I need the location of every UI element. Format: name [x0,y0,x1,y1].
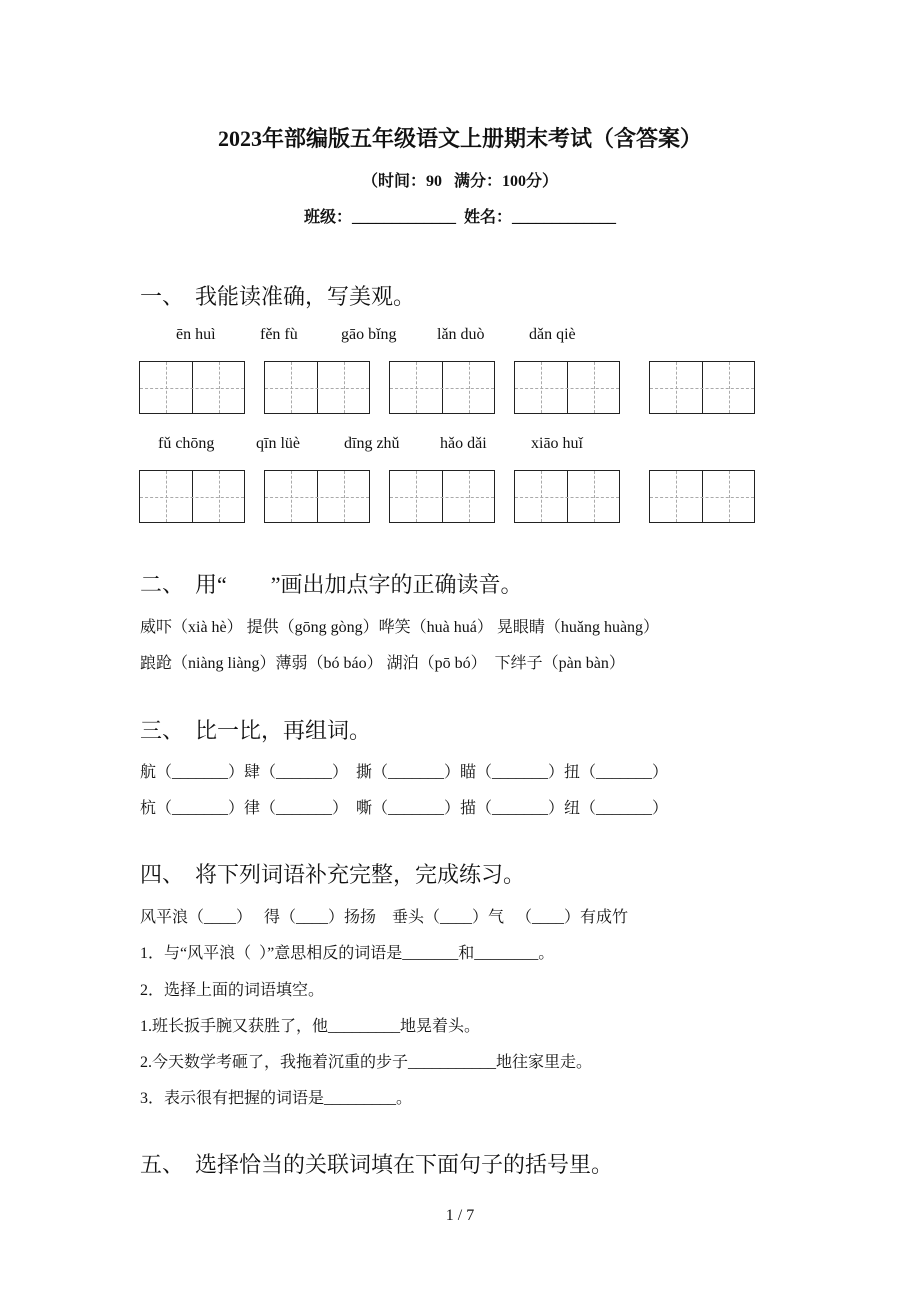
page-title: 2023年部编版五年级语文上册期末考试（含答案） [217,126,702,151]
pinyin: qīn lüè [256,435,300,452]
question-line: 3．表示很有把握的词语是_________。 [140,1090,413,1107]
writing-grid[interactable] [264,470,370,523]
pinyin: fǔ chōng [158,435,215,452]
writing-grid[interactable] [139,470,245,523]
exam-time-score: （时间：90 满分：100分） [361,173,558,190]
pronunciation-line: 威吓（xià hè） 提供（gōng gòng）哗笑（huà huá） 晃眼睛（huǎng huàng） [140,619,660,636]
pinyin: fěn fù [260,326,298,343]
writing-grid[interactable] [389,470,495,523]
question-line: 1.班长扳手腕又获胜了，他_________地晃着头。 [140,1018,481,1035]
writing-grid[interactable] [649,361,755,414]
pinyin: xiāo huǐ [531,435,583,452]
word-compare-line: 航（_______）肆（_______） 撕（_______）瞄（_______）扭（_______） [140,764,669,781]
pinyin: gāo bǐng [341,326,397,343]
pinyin: dǎn qiè [529,326,576,343]
question-line: 2．选择上面的词语填空。 [140,982,325,999]
writing-grid[interactable] [139,361,245,414]
section-2-heading: 二、 用“ ”画出加点字的正确读音。 [140,572,523,597]
pinyin: hǎo dǎi [440,435,487,452]
writing-grid[interactable] [389,361,495,414]
idiom-line: 风平浪（____） 得（____）扬扬 垂头（____）气 （____）有成竹 [140,909,629,926]
question-line: 1．与“风平浪（ ）”意思相反的词语是_______和________。 [140,945,555,962]
pinyin: dīng zhǔ [344,435,400,452]
section-5-heading: 五、 选择恰当的关联词填在下面句子的括号里。 [140,1152,614,1177]
section-3-heading: 三、 比一比，再组词。 [140,718,372,743]
writing-grid[interactable] [264,361,370,414]
pinyin: lǎn duò [437,326,485,343]
section-1-heading: 一、 我能读准确，写美观。 [140,284,416,309]
writing-grid[interactable] [649,470,755,523]
question-line: 2.今天数学考砸了，我拖着沉重的步子___________地往家里走。 [140,1054,593,1071]
page-number: 1 / 7 [445,1207,475,1224]
class-name-fields: 班级：_____________ 姓名：_____________ [303,209,616,226]
pinyin: ēn huì [176,326,216,343]
writing-grid[interactable] [514,361,620,414]
word-compare-line: 杭（_______）律（_______） 嘶（_______）描（_______）纽（_______） [140,800,669,817]
writing-grid[interactable] [514,470,620,523]
section-4-heading: 四、 将下列词语补充完整，完成练习。 [140,862,526,887]
pronunciation-line: 踉跄（niàng liàng）薄弱（bó báo） 湖泊（pō bó） 下绊子（pàn bàn） [140,655,625,672]
